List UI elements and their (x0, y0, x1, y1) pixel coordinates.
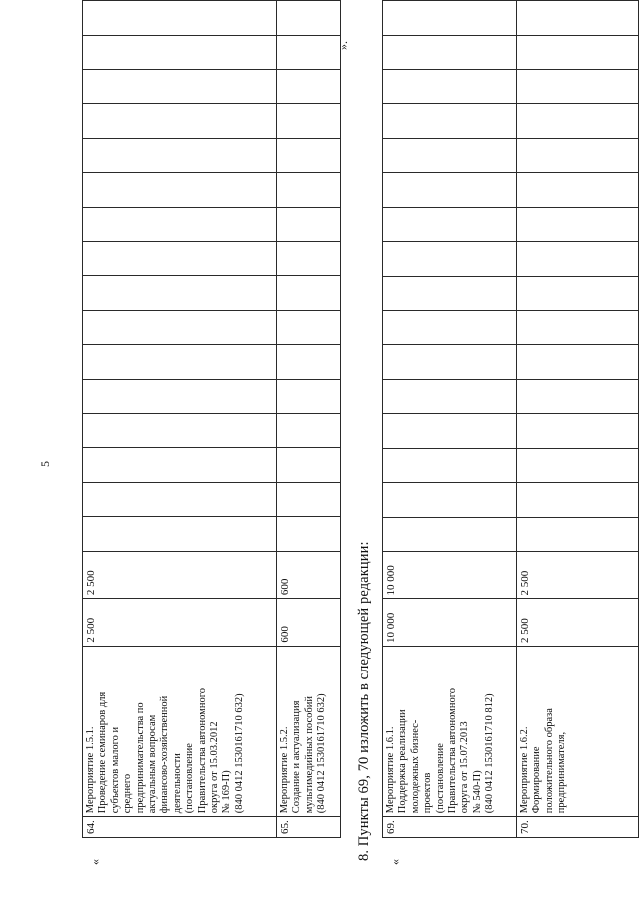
empty-cell (277, 242, 341, 276)
empty-cell (383, 207, 517, 241)
empty-cell (83, 138, 277, 172)
row-description (83, 646, 277, 817)
value-cell: 10 000 (383, 599, 517, 647)
empty-cell (277, 173, 341, 207)
value-cell: 10 000 (383, 551, 517, 599)
description-line: среднего (122, 773, 134, 814)
description-line: (постановление (184, 743, 196, 814)
row-description (277, 646, 341, 817)
table-row (83, 1, 277, 838)
empty-cell (517, 207, 639, 241)
description-line: субъектов малого и (109, 726, 121, 814)
empty-cell (517, 104, 639, 138)
empty-cell (277, 448, 341, 482)
empty-cell (83, 173, 277, 207)
empty-cell (277, 207, 341, 241)
empty-cell (383, 1, 517, 36)
description-line: Создание и актуализация (291, 700, 303, 814)
empty-cell (517, 173, 639, 207)
empty-cell (383, 517, 517, 551)
empty-cell (383, 483, 517, 517)
empty-cell (83, 70, 277, 104)
empty-cell (383, 276, 517, 310)
page-number: 5 (38, 461, 52, 467)
description-line: Мероприятие 1.6.1. (385, 726, 396, 814)
description-line: Проведение семинаров для (97, 691, 109, 814)
description-line: (постановление (434, 743, 446, 814)
empty-cell (83, 276, 277, 310)
description-line: Мероприятие 1.5.1. (85, 726, 96, 814)
table-2 (382, 0, 639, 838)
close-quote: ». (336, 41, 350, 50)
description-line: Мероприятие 1.5.2. (279, 726, 290, 814)
empty-cell (383, 35, 517, 69)
description-line: округа от 15.07.2013 (459, 721, 471, 814)
empty-cell (517, 35, 639, 69)
empty-cell (383, 104, 517, 138)
empty-cell (83, 104, 277, 138)
empty-cell (277, 482, 341, 516)
empty-cell (83, 310, 277, 344)
empty-cell (277, 35, 341, 69)
empty-cell (517, 517, 639, 551)
empty-cell (517, 345, 639, 379)
row-number: 69. (383, 817, 517, 838)
description-line: (840 0412 1530161710 812) (484, 693, 496, 814)
description-line: Правительства автономного (447, 688, 459, 814)
row-description (517, 646, 639, 816)
empty-cell (277, 1, 341, 36)
description-line: деятельности (171, 753, 183, 814)
description-line: Правительства автономного (196, 688, 208, 814)
description-line: проектов (422, 772, 434, 814)
value-cell: 2 500 (517, 551, 639, 599)
row-number: 70. (517, 817, 639, 838)
empty-cell (277, 310, 341, 344)
description-line: Поддержка реализации (397, 709, 409, 814)
empty-cell (383, 379, 517, 413)
value-cell: 2 500 (83, 599, 277, 646)
row-description (383, 646, 517, 816)
description-line: округа от 15.03.2012 (209, 721, 221, 814)
empty-cell (277, 517, 341, 551)
description-line: мультимедийных пособий (303, 696, 315, 814)
value-cell: 600 (277, 599, 341, 646)
table-row (277, 1, 341, 838)
open-quote: « (88, 859, 102, 865)
empty-cell (383, 70, 517, 104)
empty-cell (83, 517, 277, 551)
value-cell: 2 500 (83, 551, 277, 598)
empty-cell (383, 311, 517, 345)
description-line: предпринимателя, (556, 731, 568, 814)
empty-cell (277, 379, 341, 413)
description-line: финансово-хозяйственной (159, 695, 171, 814)
empty-cell (83, 414, 277, 448)
empty-cell (517, 138, 639, 172)
empty-cell (383, 448, 517, 482)
description-line: Формирование (531, 746, 543, 814)
empty-cell (83, 448, 277, 482)
description-line: предпринимательства по (134, 702, 146, 814)
value-cell: 600 (277, 551, 341, 598)
empty-cell (83, 242, 277, 276)
empty-cell (277, 104, 341, 138)
empty-cell (517, 379, 639, 413)
empty-cell (277, 138, 341, 172)
row-number: 65. (277, 817, 341, 838)
empty-cell (517, 448, 639, 482)
empty-cell (383, 414, 517, 448)
open-quote: « (388, 859, 402, 865)
empty-cell (277, 414, 341, 448)
description-line: молодежных бизнес- (409, 719, 421, 814)
empty-cell (83, 482, 277, 516)
description-line: (840 0412 1530161710 632) (316, 693, 328, 814)
description-line: № 169-П) (221, 770, 233, 814)
empty-cell (83, 207, 277, 241)
description-line: № 540-П) (471, 770, 483, 814)
empty-cell (83, 379, 277, 413)
empty-cell (83, 345, 277, 379)
empty-cell (383, 138, 517, 172)
empty-cell (83, 1, 277, 36)
description-line: (840 0412 1530161710 632) (233, 693, 245, 814)
section-heading: 8. Пункты 69, 70 изложить в следующей редакции: (356, 541, 372, 861)
empty-cell (277, 276, 341, 310)
row-number: 64. (83, 817, 277, 838)
empty-cell (517, 242, 639, 276)
empty-cell (517, 414, 639, 448)
empty-cell (517, 311, 639, 345)
empty-cell (383, 345, 517, 379)
empty-cell (517, 276, 639, 310)
empty-cell (517, 483, 639, 517)
empty-cell (517, 70, 639, 104)
table-1 (82, 0, 341, 838)
empty-cell (277, 70, 341, 104)
description-line: актуальным вопросам (147, 714, 159, 814)
empty-cell (83, 35, 277, 69)
empty-cell (383, 242, 517, 276)
empty-cell (517, 1, 639, 36)
empty-cell (383, 173, 517, 207)
description-line: Мероприятие 1.6.2. (519, 726, 530, 814)
empty-cell (277, 345, 341, 379)
table-row (383, 1, 517, 838)
table-row (517, 1, 639, 838)
value-cell: 2 500 (517, 599, 639, 647)
description-line: положительного образа (543, 708, 555, 814)
